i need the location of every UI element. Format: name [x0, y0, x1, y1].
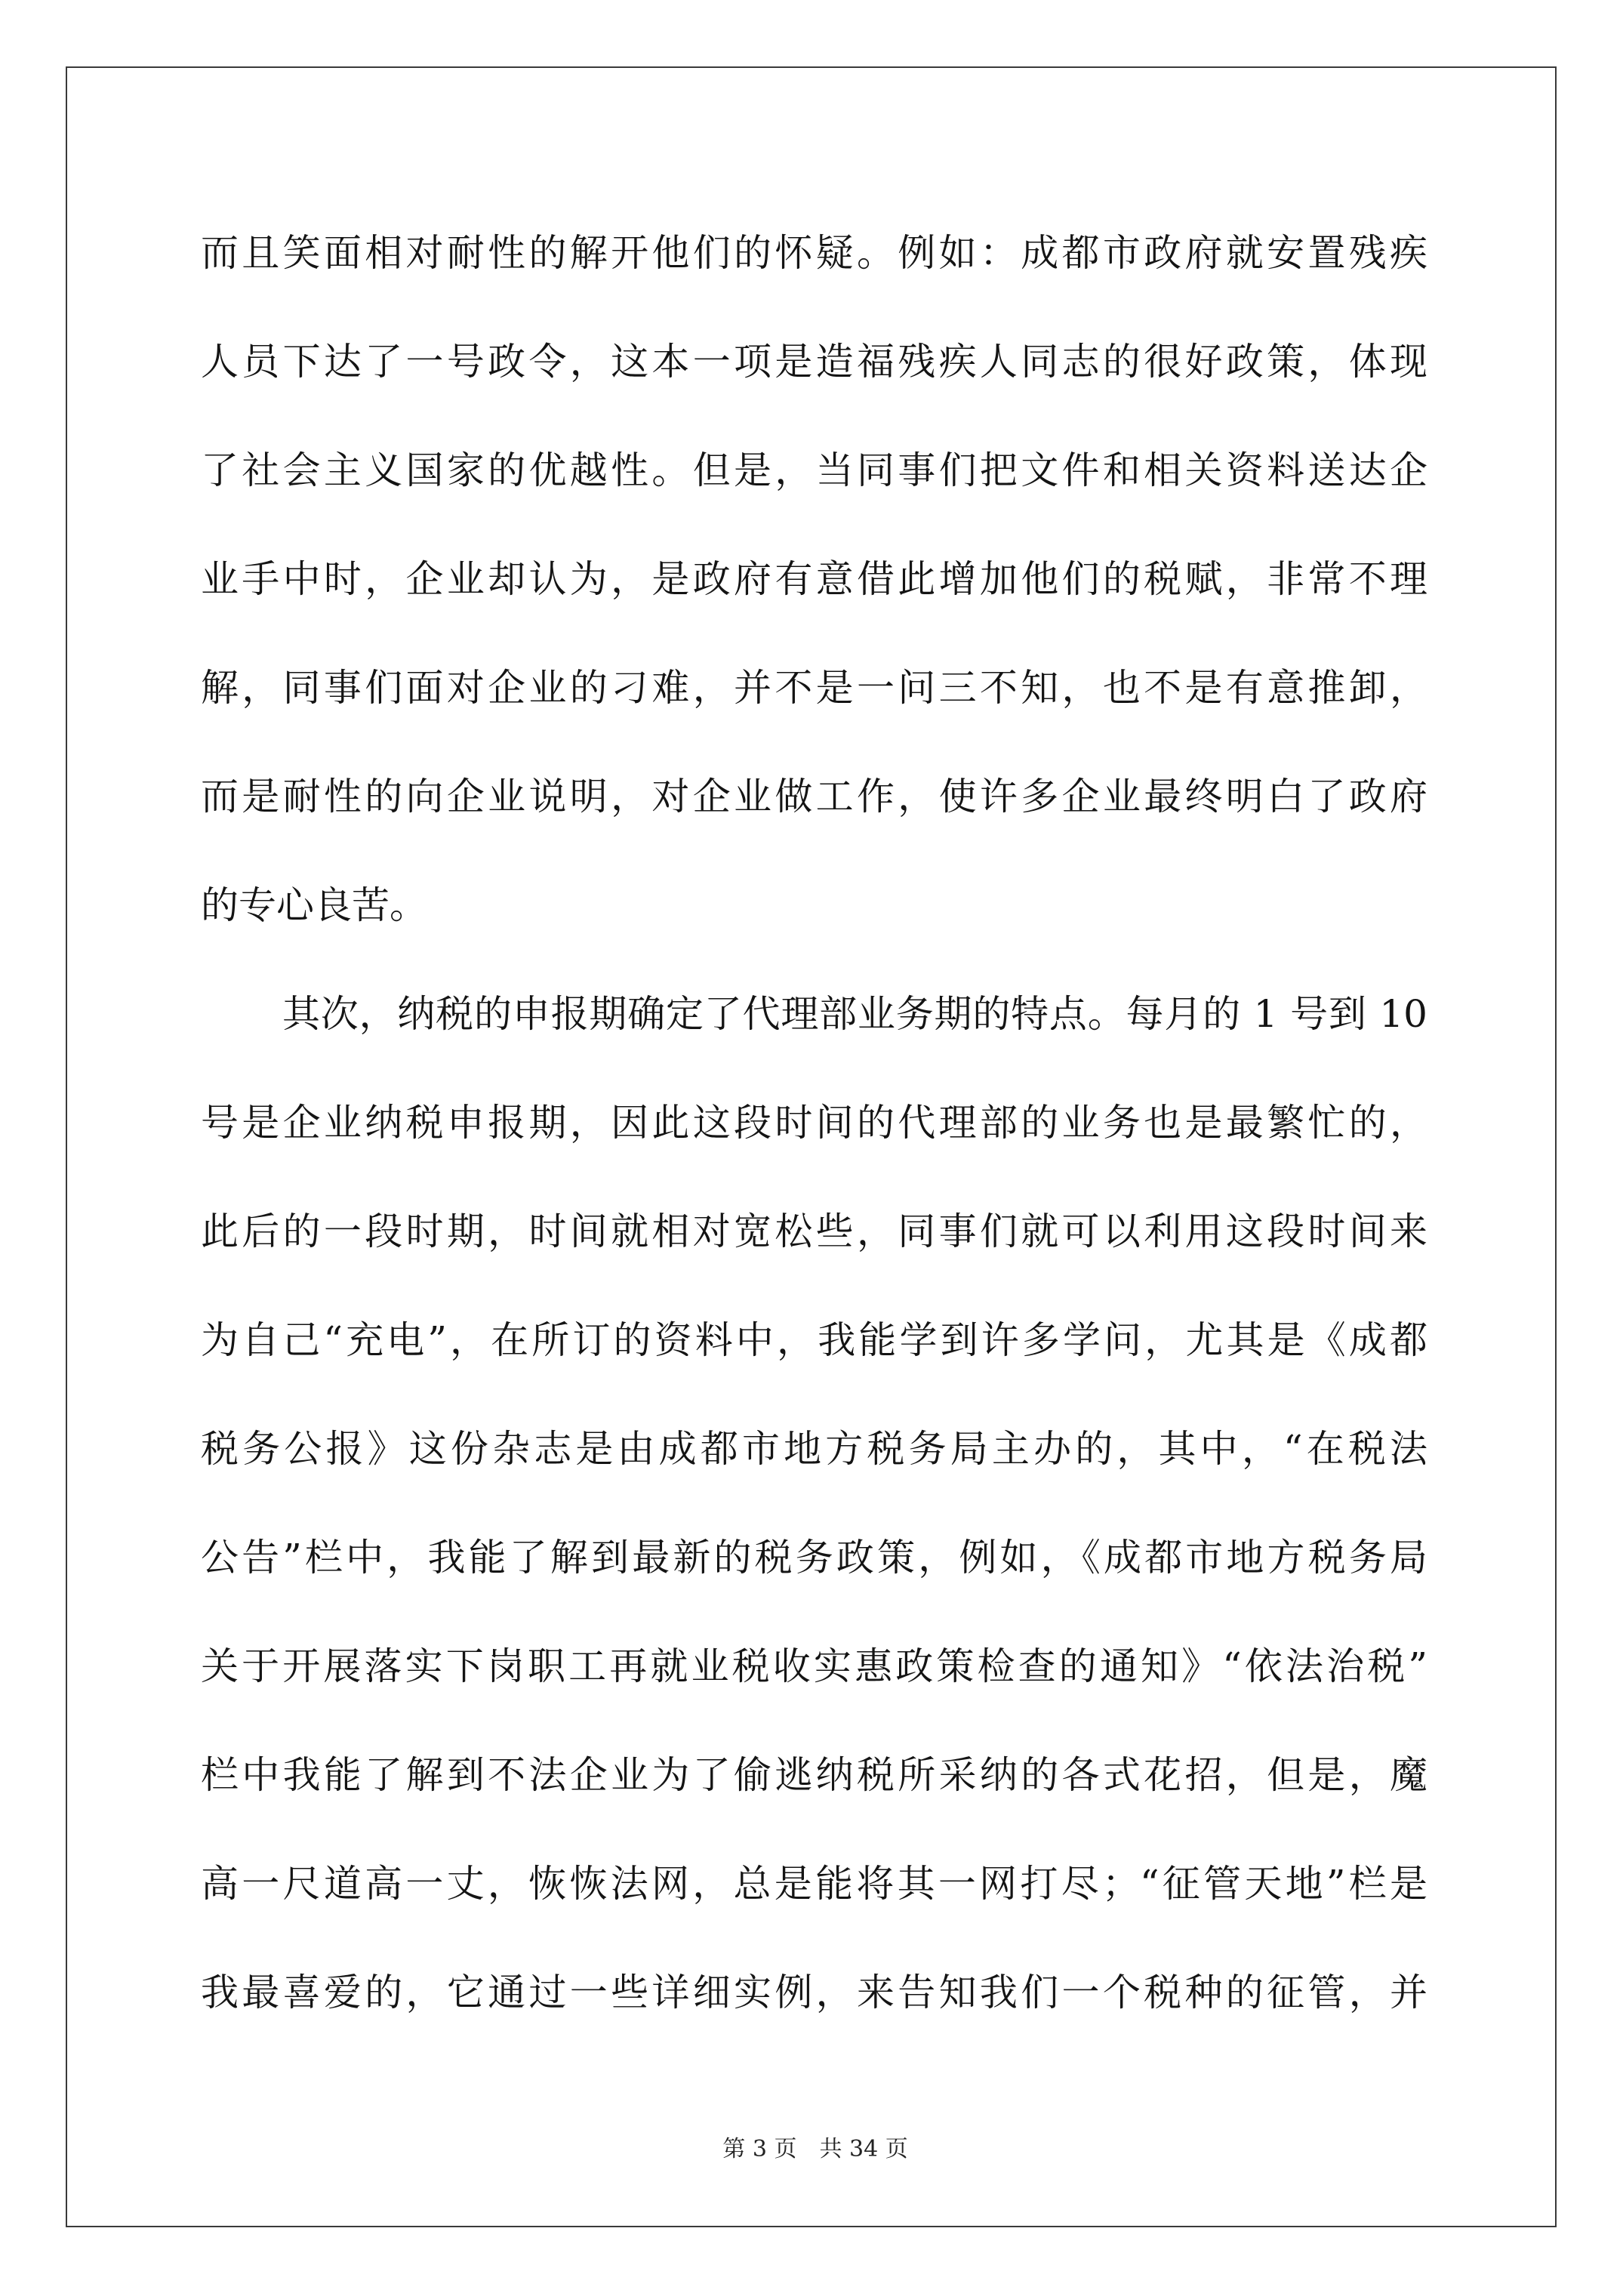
text-line: 高一尺道高一丈，恢恢法网，总是能将其一网打尽；“征管天地”栏是 — [201, 1862, 1427, 1906]
paragraph-1 — [201, 199, 1427, 960]
text-line: 栏中我能了解到不法企业为了偷逃纳税所采纳的各式花招，但是，魔 — [201, 1753, 1427, 1797]
text-line: 公告”栏中，我能了解到最新的税务政策，例如，《成都市地方税务局 — [201, 1536, 1427, 1579]
text-line: 号是企业纳税申报期，因此这段时间的代理部的业务也是最繁忙的， — [201, 1101, 1427, 1145]
text-line: 税务公报》这份杂志是由成都市地方税务局主办的，其中，“在税法 — [201, 1427, 1427, 1471]
text-line: 业手中时，企业却认为，是政府有意借此增加他们的税赋，非常不理 — [201, 557, 1427, 601]
text-line: 其次，纳税的申报期确定了代理部业务期的特点。每月的 1 号到 10 — [282, 992, 1427, 1036]
text-line: 的专心良苦。 — [201, 883, 427, 927]
text-line: 此后的一段时期，时间就相对宽松些，同事们就可以利用这段时间来 — [201, 1210, 1427, 1253]
text-line: 解，同事们面对企业的刁难，并不是一问三不知，也不是有意推卸， — [201, 666, 1427, 710]
text-line: 了社会主义国家的优越性。但是，当同事们把文件和相关资料送达企 — [201, 448, 1427, 492]
page-number-footer: 第 3 页 共 34 页 — [722, 2136, 908, 2162]
text-line: 关于开展落实下岗职工再就业税收实惠政策检查的通知》“依法治税” — [201, 1644, 1427, 1688]
text-line: 为自己“充电”，在所订的资料中，我能学到许多学问，尤其是《成都 — [201, 1318, 1427, 1362]
text-line: 而是耐性的向企业说明，对企业做工作，使许多企业最终明白了政府 — [201, 775, 1427, 818]
text-line: 而且笑面相对耐性的解开他们的怀疑。例如：成都市政府就安置残疾 — [201, 231, 1427, 275]
text-line: 人员下达了一号政令，这本一项是造福残疾人同志的很好政策，体现 — [201, 340, 1427, 384]
text-line: 我最喜爱的，它通过一些详细实例，来告知我们一个税种的征管，并 — [201, 1971, 1427, 2014]
paragraph-2 — [201, 960, 1427, 2047]
document-body — [201, 199, 1427, 2047]
